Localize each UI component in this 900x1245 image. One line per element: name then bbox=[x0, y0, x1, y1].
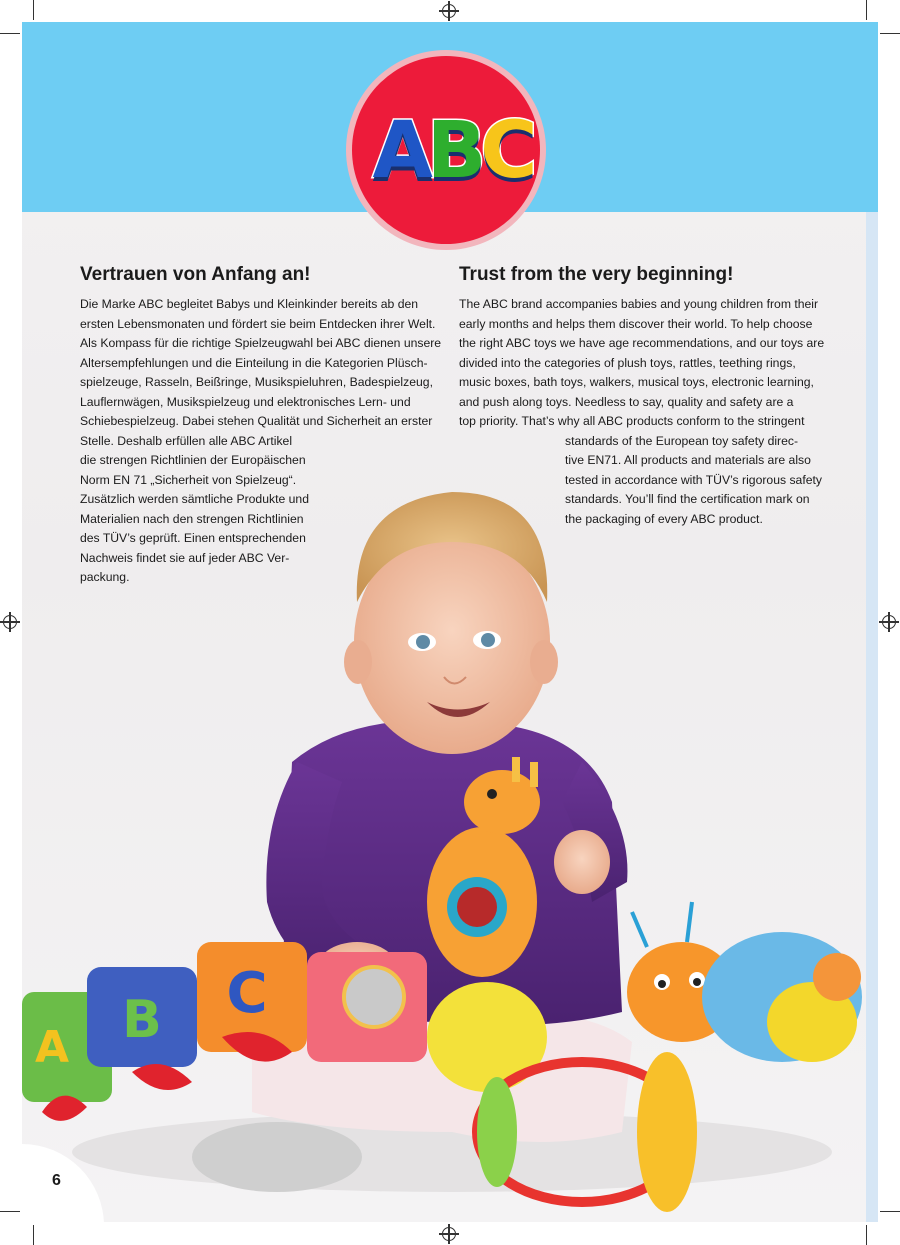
logo-letter-a: A bbox=[372, 106, 427, 196]
abc-logo bbox=[342, 52, 562, 252]
english-line: the right ABC toys we have age recommendations, and our toys are bbox=[459, 336, 825, 350]
german-line: Norm EN 71 „Sicherheit von Spielzeug“. bbox=[80, 472, 297, 487]
german-line: des TÜV’s geprüft. Einen entsprechenden bbox=[80, 531, 306, 545]
block-letter-b: B bbox=[122, 990, 162, 1050]
baby-ear bbox=[344, 640, 372, 684]
logo-letters bbox=[342, 106, 562, 196]
baby-ear bbox=[530, 640, 558, 684]
crop-mark bbox=[0, 33, 20, 34]
german-line: ersten Lebensmonaten und fördert sie beim Entdecken ihrer Welt. bbox=[80, 316, 436, 331]
crop-mark bbox=[33, 1225, 34, 1245]
crop-mark bbox=[880, 1211, 900, 1212]
block-letter-c: C bbox=[226, 961, 268, 1026]
giraffe-toy-horn bbox=[512, 757, 520, 782]
giraffe-toy-horn bbox=[530, 762, 538, 787]
english-line: top priority. That’s why all ABC products conform to the stringent bbox=[459, 414, 805, 428]
english-line: music boxes, bath toys, walkers, musical toys, electronic learning, bbox=[459, 375, 814, 389]
block-letter-a: A bbox=[34, 1022, 70, 1073]
german-line: Nachweis findet sie auf jeder ABC Ver- bbox=[80, 550, 290, 565]
logo-letter-b: B bbox=[426, 106, 481, 196]
german-line: spielzeuge, Rasseln, Beißringe, Musikspieluhren, Badespielzeug, bbox=[80, 375, 433, 389]
giraffe-toy-eye bbox=[487, 789, 497, 799]
giraffe-toy-head bbox=[464, 770, 540, 834]
german-line: Materialien nach den strengen Richtlinien bbox=[80, 511, 304, 526]
german-line: Schiebespielzeug. Dabei stehen Qualität und Sicherheit an erster bbox=[80, 414, 433, 428]
crop-mark bbox=[866, 1225, 867, 1245]
english-line: the packaging of every ABC product. bbox=[565, 511, 763, 526]
logo-letter-c: C bbox=[480, 106, 532, 196]
english-line: tive EN71. All products and materials are also bbox=[565, 453, 811, 467]
baby-right-hand bbox=[554, 830, 610, 894]
german-heading: Vertrauen von Anfang an! bbox=[80, 264, 311, 285]
english-line: tested in accordance with TÜV’s rigorous safety bbox=[565, 472, 822, 487]
registration-mark-icon bbox=[442, 1227, 456, 1241]
english-line: early months and helps them discover their world. To help choose bbox=[459, 316, 813, 331]
crop-mark bbox=[866, 0, 867, 20]
catalog-page bbox=[22, 22, 878, 1222]
rattle-end bbox=[637, 1052, 697, 1212]
crop-mark bbox=[880, 33, 900, 34]
baby-iris bbox=[481, 633, 495, 647]
english-line: The ABC brand accompanies babies and young children from their bbox=[459, 297, 819, 311]
english-line: divided into the categories of plush toys, rattles, teething rings, bbox=[459, 355, 796, 370]
registration-mark-icon bbox=[882, 615, 896, 629]
crop-mark bbox=[33, 0, 34, 20]
english-line: standards. You’ll find the certification mark on bbox=[565, 492, 810, 506]
german-line: die strengen Richtlinien der Europäischen bbox=[80, 453, 306, 467]
worm-toy-antenna bbox=[632, 912, 647, 947]
crop-mark bbox=[0, 1211, 20, 1212]
german-line: Stelle. Deshalb erfüllen alle ABC Artikel bbox=[80, 433, 293, 448]
german-line: Die Marke ABC begleitet Babys und Kleinkinder bereits ab den bbox=[80, 297, 419, 311]
german-line: packung. bbox=[80, 570, 130, 584]
caterpillar-foot bbox=[132, 1064, 192, 1090]
german-line: Als Kompass für die richtige Spielzeugwahl bei ABC dienen unsere bbox=[80, 336, 442, 350]
worm-toy-ring bbox=[813, 953, 861, 1001]
english-line: and push along toys. Needless to say, quality and safety are a bbox=[459, 394, 794, 409]
block-mirror bbox=[344, 967, 404, 1027]
baby-sock bbox=[192, 1122, 362, 1192]
rattle-end bbox=[477, 1077, 517, 1187]
page-number: 6 bbox=[52, 1172, 61, 1189]
baby-iris bbox=[416, 635, 430, 649]
english-heading: Trust from the very beginning! bbox=[459, 264, 734, 285]
german-line: Lauflernwägen, Musikspielzeug und elektronisches Lern- und bbox=[80, 394, 411, 409]
registration-mark-icon bbox=[3, 615, 17, 629]
giraffe-toy-light bbox=[457, 887, 497, 927]
german-line: Altersempfehlungen und die Einteilung in die Kategorien Plüsch- bbox=[80, 355, 428, 370]
registration-mark-icon bbox=[442, 4, 456, 18]
worm-toy-pupil bbox=[693, 978, 701, 986]
worm-toy-pupil bbox=[658, 980, 666, 988]
german-line: Zusätzlich werden sämtliche Produkte und bbox=[80, 492, 309, 506]
english-line: standards of the European toy safety direc- bbox=[565, 433, 799, 448]
worm-toy-antenna bbox=[687, 902, 692, 942]
